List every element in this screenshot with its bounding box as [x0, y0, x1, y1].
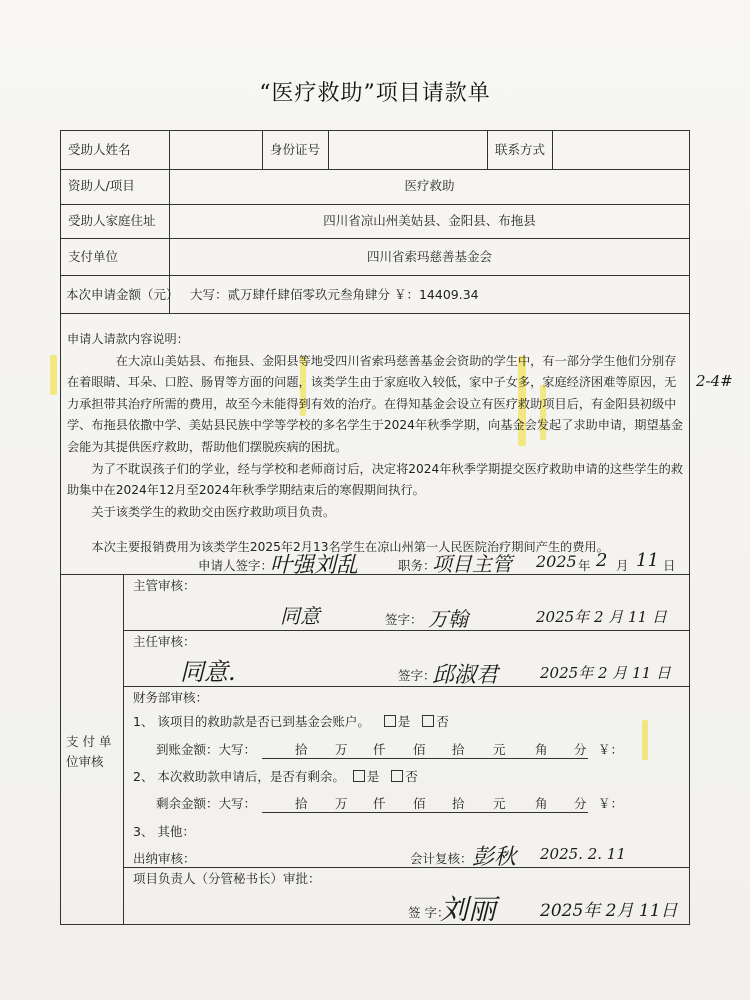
- accountant-signature: 彭秋: [472, 845, 517, 870]
- application-text: [67, 329, 687, 559]
- q1-yes-label: 是: [397, 714, 411, 729]
- unit-label: 拾: [295, 796, 308, 811]
- application-paragraph-2: 为了不耽误孩子们的学业，经与学校和老师商讨后，决定将2024年秋季学期提交医疗救助申请的这些学生的救助集中在2024年12月至2024年秋季学期结束后的寒假期间执行。: [67, 461, 684, 498]
- unit-label: 分: [574, 796, 587, 811]
- highlight-mark: [642, 720, 648, 760]
- unit-label: 仟: [373, 742, 386, 757]
- sponsor-value: 医疗救助: [404, 178, 455, 193]
- director-signature: 邱淑君: [432, 663, 499, 688]
- unit-label: 分: [574, 742, 587, 757]
- q2-yes-label: 是: [366, 769, 380, 784]
- question-2: [133, 769, 418, 785]
- project-lead-label: 项目负责人（分管秘书长）审批：: [133, 871, 321, 886]
- question-2-text: 2、 本次救助款申请后，是否有剩余。: [133, 769, 345, 784]
- question-1: [133, 714, 449, 730]
- application-paragraph-4: 本次主要报销费用为该类学生2025年2月13名学生在凉山州第一人民医院治疗期间产生的费用。: [91, 540, 609, 555]
- q1-yes-checkbox[interactable]: [384, 715, 396, 727]
- id-number-label: 身份证号: [270, 142, 321, 157]
- project-lead-date: 2025年 2月 11日: [540, 901, 678, 921]
- supervisor-label: 主管审核：: [133, 578, 196, 593]
- project-lead-sign-label: 签 字：: [408, 905, 450, 920]
- unit-label: 仟: [373, 796, 386, 811]
- applicant-date-year: 2025: [536, 552, 577, 571]
- accountant-label: 会计复核：: [410, 851, 473, 866]
- contact-label: 联系方式: [495, 142, 546, 157]
- applicant-signature: 叶强刘乱: [270, 553, 359, 578]
- unit-label: 元: [493, 796, 506, 811]
- q2-no-label: 否: [405, 769, 418, 784]
- day-label: 日: [663, 558, 676, 573]
- unit-label: 佰: [413, 742, 426, 757]
- applicant-date-month: 2: [596, 550, 608, 571]
- sponsor-label: 资助人/项目: [68, 178, 135, 193]
- received-amount-label: 到账金额：大写：: [156, 742, 257, 757]
- question-3: 3、 其他：: [133, 824, 195, 839]
- cashier-label: 出纳审核：: [133, 851, 196, 866]
- recipient-name-label: 受助人姓名: [68, 142, 131, 157]
- unit-label: 角: [535, 796, 548, 811]
- amount-label: 本次申请金额（元）: [66, 287, 179, 302]
- applicant-sign-label: 申请人签字：: [198, 558, 274, 573]
- remaining-yen-label: ￥：: [598, 796, 624, 811]
- amount-value: 大写：贰万肆仟肆佰零玖元叁角肆分 ￥：14409.34: [190, 287, 479, 302]
- page-title: “医疗救助”项目请款单: [259, 81, 491, 106]
- position-value: 项目主管: [432, 552, 512, 576]
- q2-no-checkbox[interactable]: [391, 770, 403, 782]
- unit-label: 元: [493, 742, 506, 757]
- q2-yes-checkbox[interactable]: [353, 770, 365, 782]
- unit-label: 万: [335, 796, 348, 811]
- accountant-date: 2025. 2. 11: [540, 845, 626, 863]
- month-label: 月: [616, 558, 629, 573]
- application-paragraph-3: 关于该类学生的救助交由医疗救助项目负责。: [91, 504, 336, 519]
- received-yen-label: ￥：: [598, 742, 624, 757]
- unit-label: 拾: [295, 742, 308, 757]
- unit-label: 万: [335, 742, 348, 757]
- director-date: 2025年 2 月 11 日: [540, 664, 671, 682]
- payer-label: 支付单位: [68, 249, 119, 264]
- supervisor-signature: 万翰: [428, 607, 468, 631]
- address-label: 受助人家庭住址: [68, 213, 156, 228]
- q1-no-label: 否: [436, 714, 449, 729]
- side-note: 2-4#: [696, 372, 733, 390]
- year-label: 年: [578, 558, 591, 573]
- position-label: 职务：: [398, 558, 436, 573]
- highlight-mark: [50, 355, 57, 395]
- supervisor-sign-label: 签字：: [385, 612, 423, 627]
- address-value: 四川省凉山州美姑县、金阳县、布拖县: [323, 213, 536, 228]
- unit-label: 拾: [452, 742, 465, 757]
- payer-value: 四川省索玛慈善基金会: [366, 249, 492, 264]
- review-side-label: 支 付 单 位审核: [66, 734, 112, 769]
- director-opinion: 同意.: [180, 658, 236, 686]
- finance-label: 财务部审核：: [133, 690, 209, 705]
- application-heading: 申请人请款内容说明：: [67, 332, 189, 346]
- application-paragraph-1: 在大凉山美姑县、布拖县、金阳县等地受四川省索玛慈善基金会资助的学生中，有一部分学生他们分别存在着眼睛、耳朵、口腔、肠胃等方面的问题，该类学生由于家庭收入较低，家中子女多，家庭经济困难等原因，无力承担带其治疗所需的费用，故至今未能得到有效的治疗。在得知基金会设立有医疗救助项目后，有金阳县初级中学、布拖县依撒中学、美姑县民族中学等学校的多名学生于2024年秋季学期，向基金会发起了求助申请，期望基金会能为其提供医疗救助，帮助他们摆脱疾病的困扰。: [67, 353, 684, 454]
- supervisor-opinion: 同意: [280, 604, 320, 628]
- unit-label: 佰: [413, 796, 426, 811]
- project-lead-signature: 刘丽: [440, 893, 497, 926]
- unit-label: 拾: [452, 796, 465, 811]
- applicant-date-day: 11: [636, 550, 659, 571]
- q1-no-checkbox[interactable]: [422, 715, 434, 727]
- director-label: 主任审核：: [133, 634, 196, 649]
- unit-label: 角: [535, 742, 548, 757]
- remaining-amount-label: 剩余金额：大写：: [156, 796, 257, 811]
- director-sign-label: 签字：: [398, 668, 436, 683]
- question-1-text: 1、 该项目的救助款是否已到基金会账户。: [133, 714, 370, 729]
- supervisor-date: 2025年 2 月 11 日: [536, 608, 667, 626]
